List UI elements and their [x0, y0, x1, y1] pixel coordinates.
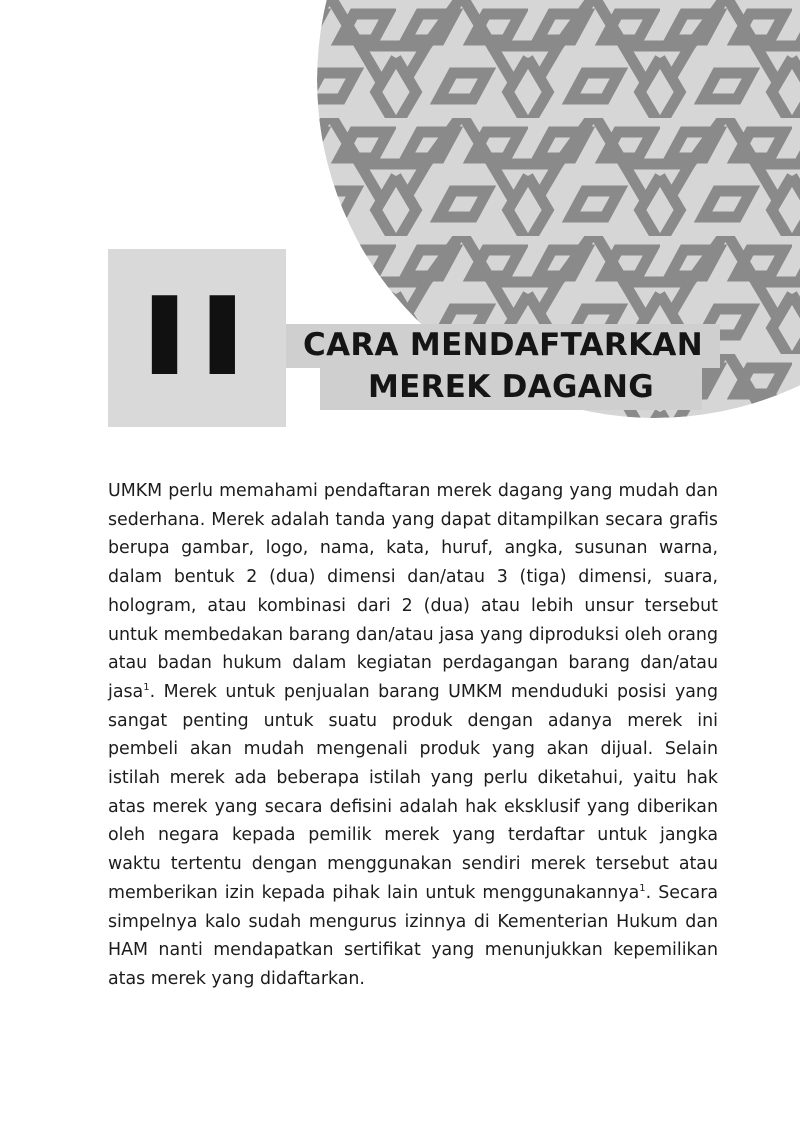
body-text-part-3: . Secara simpelnya kalo sudah mengurus izinnya di Kementerian Hukum dan HAM nanti mendapatkan sertifikat yang menunjukkan kepemilikan atas merek yang didaftarkan. — [108, 882, 718, 989]
body-text-part-2: . Merek untuk penjualan barang UMKM menduduki posisi yang sangat penting untuk suatu produk dengan adanya merek ini pembeli akan mudah mengenali produk yang akan dijual. Selain istilah merek ada beberapa istilah yang perlu diketahui, yaitu hak atas merek yang secara defisini adalah hak eksklusif yang diberikan oleh negara kepada pemilik merek yang terdaftar untuk jangka waktu tertentu dengan menggunakan sendiri merek tersebut atau memberikan izin kepada pihak lain untuk menggunakannya — [108, 681, 718, 903]
footnote-ref-2[interactable]: 1 — [639, 883, 646, 895]
chapter-number: II — [139, 275, 255, 400]
footnote-ref-1[interactable]: 1 — [143, 682, 150, 694]
chapter-number-box — [108, 249, 286, 427]
body-paragraph — [108, 477, 718, 994]
chapter-title-line-1: CARA MENDAFTARKAN — [303, 327, 703, 363]
body-text-part-1: UMKM perlu memahami pendaftaran merek dagang yang mudah dan sederhana. Merek adalah tanda yang dapat ditampilkan secara grafis berupa gambar, logo, nama, kata, huruf, angka, susunan warna, dalam bentuk 2 (dua) dimensi dan/atau 3 (tiga) dimensi, suara, hologram, atau kombinasi dari 2 (dua) atau lebih unsur tersebut untuk membedakan barang dan/atau jasa yang diproduksi oleh orang atau badan hukum dalam kegiatan perdagangan barang dan/atau jasa — [108, 481, 718, 702]
chapter-title-line-2: MEREK DAGANG — [367, 369, 655, 405]
